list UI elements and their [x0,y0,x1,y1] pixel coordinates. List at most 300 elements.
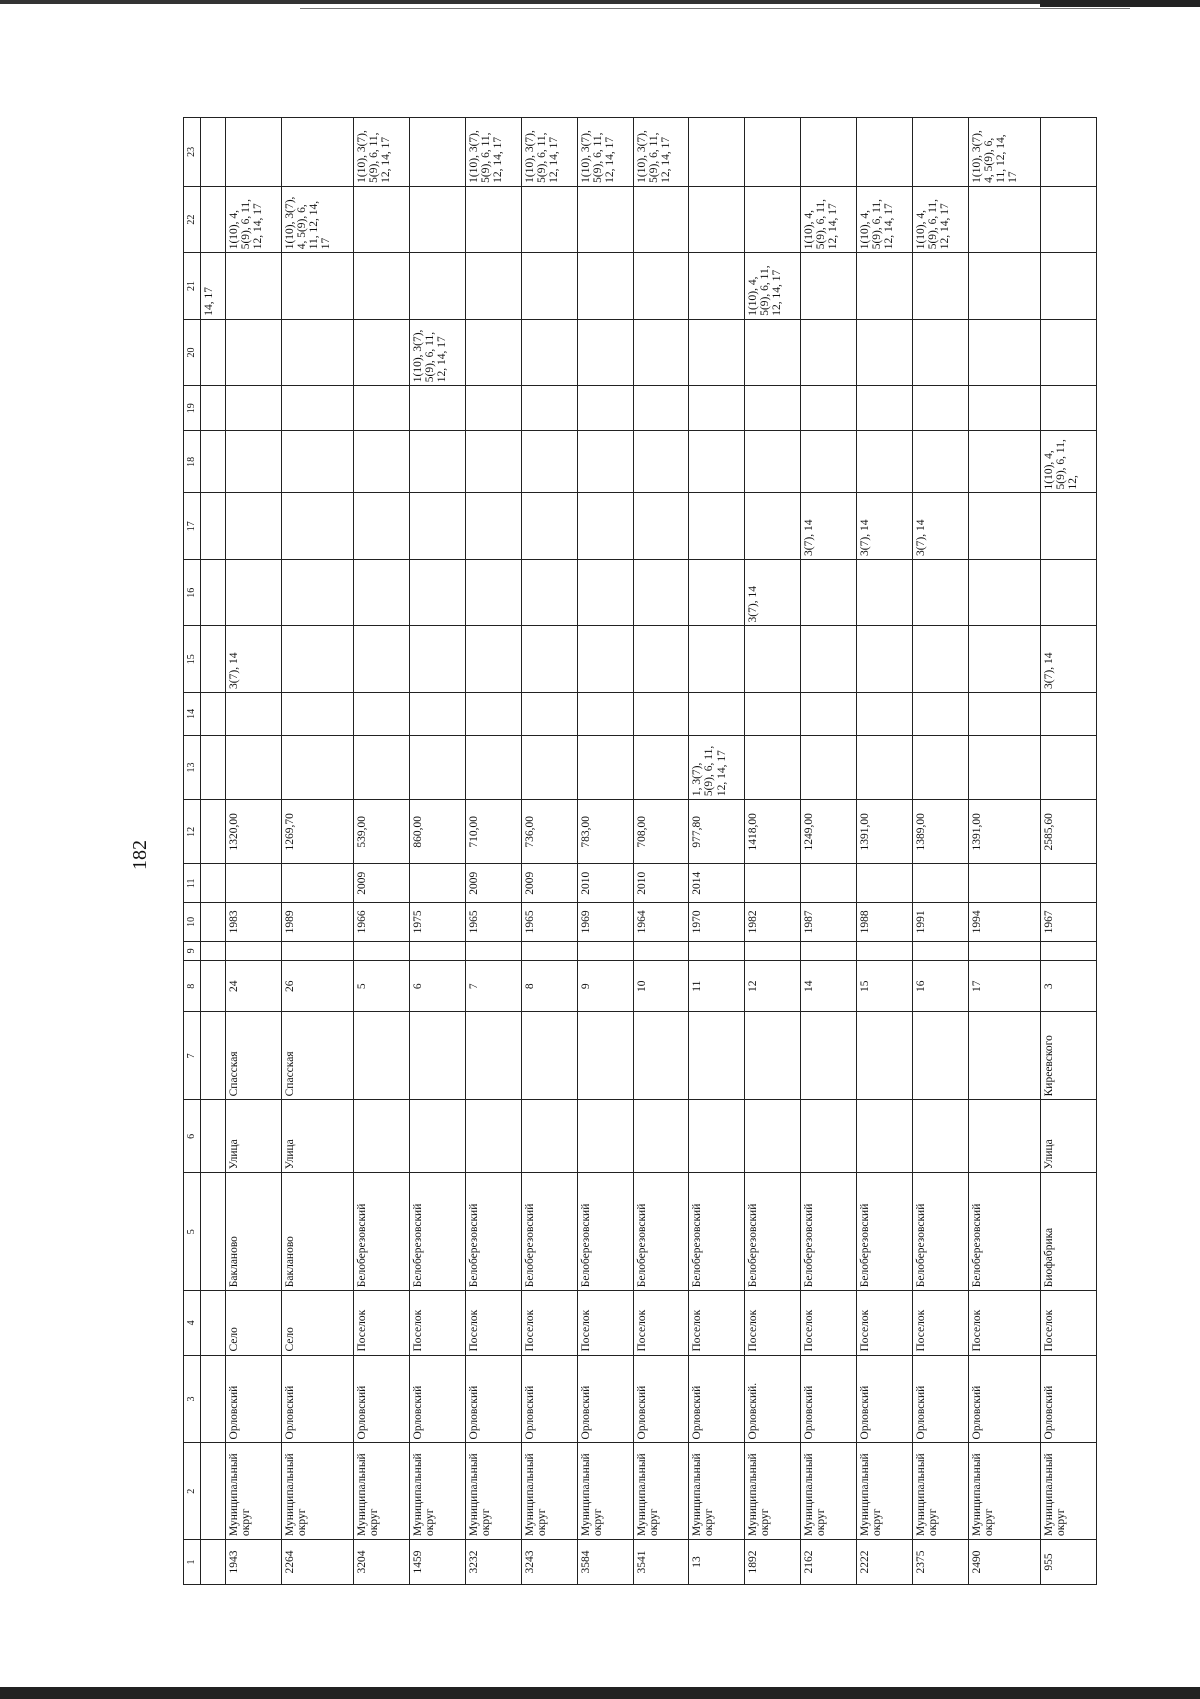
column-number-cell: 7 [184,1012,201,1100]
table-cell-col-12: 977,80 [689,800,745,864]
table-cell-col-9 [745,941,801,960]
table-cell-col-2: Муниципальный округ [410,1443,466,1540]
table-cell-col-9 [912,941,968,960]
table-cell-col-8: 3 [1041,960,1097,1011]
table-row [745,118,801,1585]
table-cell-col-6 [354,1100,410,1173]
table-cell-col-10: 1970 [689,903,745,942]
carry-over-cell [201,1012,226,1100]
table-cell-col-19 [801,386,857,431]
table-cell-col-10: 1975 [410,903,466,942]
table-cell-col-9 [689,941,745,960]
column-number-cell: 11 [184,864,201,903]
table-cell-col-6 [521,1100,577,1173]
column-number-cell: 23 [184,118,201,187]
table-cell-col-5: Белоберезовский [521,1173,577,1291]
table-cell-col-18 [410,431,466,493]
table-cell-col-20: 1(10), 3(7), 5(9), 6, 11, 12, 14, 17 [410,319,466,385]
table-cell-col-15 [912,626,968,692]
table-cell-col-23: 1(10), 3(7), 5(9), 6, 11, 12, 14, 17 [354,118,410,187]
table-cell-col-16 [1041,559,1097,625]
column-number-cell: 1 [184,1539,201,1584]
table-cell-col-23 [912,118,968,187]
column-number-cell: 21 [184,253,201,319]
table-cell-col-11: 2009 [521,864,577,903]
table-cell-col-3: Орловский [968,1355,1040,1443]
table-cell-col-9 [857,941,913,960]
table-cell-col-17 [354,493,410,559]
table-cell-col-8: 14 [801,960,857,1011]
table-cell-col-11: 2009 [465,864,521,903]
carry-over-cell [201,118,226,187]
table-cell-col-6 [410,1100,466,1173]
table-cell-col-9 [410,941,466,960]
table-cell-col-11: 2010 [577,864,633,903]
table-cell-col-11 [281,864,353,903]
table-cell-col-2: Муниципальный округ [226,1443,282,1540]
table-cell-col-22 [410,186,466,252]
table-cell-col-12: 539,00 [354,800,410,864]
table-cell-col-9 [633,941,689,960]
table-cell-col-21 [281,253,353,319]
table-cell-col-17: 3(7), 14 [857,493,913,559]
document-table-area [183,117,1097,1585]
table-cell-col-4: Поселок [1041,1291,1097,1355]
table-cell-col-21 [1041,253,1097,319]
table-cell-col-9 [968,941,1040,960]
table-cell-col-18 [226,431,282,493]
column-number-cell: 4 [184,1291,201,1355]
table-cell-col-21 [521,253,577,319]
table-row [226,118,282,1585]
table-cell-col-17: 3(7), 14 [801,493,857,559]
table-cell-col-20 [968,319,1040,385]
table-cell-col-10: 1988 [857,903,913,942]
table-row [857,118,913,1585]
table-cell-col-18 [281,431,353,493]
table-cell-col-17 [745,493,801,559]
table-cell-col-13 [521,735,577,799]
table-cell-col-15 [410,626,466,692]
table-cell-col-13 [968,735,1040,799]
table-cell-col-15 [689,626,745,692]
table-cell-col-17: 3(7), 14 [912,493,968,559]
table-cell-col-10: 1964 [633,903,689,942]
table-cell-col-18 [745,431,801,493]
table-cell-col-23 [857,118,913,187]
table-cell-col-16: 3(7), 14 [745,559,801,625]
table-cell-col-2: Муниципальный округ [577,1443,633,1540]
table-cell-col-11 [1041,864,1097,903]
table-cell-col-23: 1(10), 3(7), 5(9), 6, 11, 12, 14, 17 [521,118,577,187]
table-cell-col-6 [857,1100,913,1173]
table-cell-col-3: Орловский [281,1355,353,1443]
table-cell-col-20 [354,319,410,385]
table-cell-col-7 [689,1012,745,1100]
table-cell-col-9 [521,941,577,960]
carry-over-cell [201,1291,226,1355]
table-cell-col-19 [912,386,968,431]
table-cell-col-3: Орловский [912,1355,968,1443]
carry-over-cell [201,1539,226,1584]
table-cell-col-17 [281,493,353,559]
table-cell-col-1: 2162 [801,1539,857,1584]
table-cell-col-22 [968,186,1040,252]
table-cell-col-10: 1965 [521,903,577,942]
table-cell-col-14 [465,692,521,735]
table-cell-col-19 [281,386,353,431]
table-cell-col-19 [577,386,633,431]
table-cell-col-16 [633,559,689,625]
table-cell-col-4: Поселок [745,1291,801,1355]
table-cell-col-12: 1249,00 [801,800,857,864]
table-cell-col-2: Муниципальный округ [912,1443,968,1540]
carry-over-cell [201,864,226,903]
table-cell-col-7 [801,1012,857,1100]
table-cell-col-23: 1(10), 3(7), 4, 5(9), 6, 11, 12, 14, 17 [968,118,1040,187]
table-cell-col-14 [633,692,689,735]
table-cell-col-21 [857,253,913,319]
table-cell-col-5: Бакланово [226,1173,282,1291]
table-cell-col-20 [1041,319,1097,385]
table-cell-col-1: 2375 [912,1539,968,1584]
table-cell-col-17 [1041,493,1097,559]
table-cell-col-16 [226,559,282,625]
table-cell-col-5: Белоберезовский [354,1173,410,1291]
carry-over-row [201,118,226,1585]
table-cell-col-15 [633,626,689,692]
table-cell-col-16 [968,559,1040,625]
table-cell-col-17 [521,493,577,559]
table-cell-col-18 [912,431,968,493]
table-cell-col-22 [689,186,745,252]
table-cell-col-8: 15 [857,960,913,1011]
table-cell-col-16 [689,559,745,625]
table-cell-col-11 [912,864,968,903]
table-cell-col-12: 1418,00 [745,800,801,864]
table-cell-col-19 [968,386,1040,431]
carry-over-cell [201,186,226,252]
column-number-cell: 10 [184,903,201,942]
column-number-cell: 12 [184,800,201,864]
table-cell-col-10: 1991 [912,903,968,942]
table-cell-col-22 [465,186,521,252]
table-cell-col-7 [912,1012,968,1100]
table-cell-col-22: 1(10), 4, 5(9), 6, 11, 12, 14, 17 [912,186,968,252]
column-number-cell: 20 [184,319,201,385]
table-cell-col-16 [354,559,410,625]
table-cell-col-5: Белоберезовский [968,1173,1040,1291]
column-number-cell: 3 [184,1355,201,1443]
table-cell-col-14 [577,692,633,735]
table-cell-col-17 [968,493,1040,559]
table-cell-col-5: Белоберезовский [801,1173,857,1291]
table-cell-col-21 [689,253,745,319]
table-cell-col-4: Поселок [354,1291,410,1355]
table-cell-col-20 [857,319,913,385]
table-cell-col-4: Поселок [521,1291,577,1355]
table-cell-col-14 [354,692,410,735]
table-cell-col-2: Муниципальный округ [968,1443,1040,1540]
table-cell-col-10: 1967 [1041,903,1097,942]
table-cell-col-5: Белоберезовский [465,1173,521,1291]
table-row [968,118,1040,1585]
table-cell-col-3: Орловский [1041,1355,1097,1443]
table-cell-col-7: Спасская [281,1012,353,1100]
table-cell-col-4: Поселок [633,1291,689,1355]
table-row [521,118,577,1585]
table-row [1041,118,1097,1585]
table-cell-col-7 [633,1012,689,1100]
table-row [410,118,466,1585]
table-cell-col-13 [633,735,689,799]
carry-over-cell [201,903,226,942]
table-cell-col-14 [410,692,466,735]
table-cell-col-17 [410,493,466,559]
table-cell-col-11: 2014 [689,864,745,903]
column-number-cell: 2 [184,1443,201,1540]
table-cell-col-12: 1320,00 [226,800,282,864]
table-cell-col-20 [633,319,689,385]
table-cell-col-8: 11 [689,960,745,1011]
carry-over-cell [201,493,226,559]
table-cell-col-8: 17 [968,960,1040,1011]
table-cell-col-6 [465,1100,521,1173]
table-cell-col-15: 3(7), 14 [1041,626,1097,692]
table-cell-col-20 [912,319,968,385]
table-cell-col-1: 2490 [968,1539,1040,1584]
table-cell-col-14 [521,692,577,735]
table-cell-col-4: Село [281,1291,353,1355]
page-number: 182 [129,840,151,870]
table-cell-col-7 [354,1012,410,1100]
table-cell-col-10: 1987 [801,903,857,942]
table-cell-col-9 [226,941,282,960]
table-cell-col-6: Улица [1041,1100,1097,1173]
table-cell-col-4: Поселок [912,1291,968,1355]
table-cell-col-3: Орловский [354,1355,410,1443]
table-cell-col-19 [745,386,801,431]
carry-over-cell [201,1173,226,1291]
table-cell-col-20 [577,319,633,385]
table-cell-col-17 [633,493,689,559]
table-cell-col-10: 1969 [577,903,633,942]
table-row [633,118,689,1585]
table-cell-col-8: 9 [577,960,633,1011]
table-cell-col-1: 1943 [226,1539,282,1584]
table-cell-col-12: 860,00 [410,800,466,864]
table-cell-col-23 [410,118,466,187]
table-cell-col-2: Муниципальный округ [281,1443,353,1540]
table-cell-col-15 [857,626,913,692]
carry-over-cell [201,626,226,692]
carry-over-cell [201,1355,226,1443]
table-cell-col-15 [281,626,353,692]
table-cell-col-9 [465,941,521,960]
table-cell-col-2: Муниципальный округ [801,1443,857,1540]
table-cell-col-6 [689,1100,745,1173]
scan-edge-bottom [0,1687,1200,1699]
table-cell-col-14 [801,692,857,735]
table-cell-col-1: 2222 [857,1539,913,1584]
table-cell-col-9 [801,941,857,960]
table-cell-col-10: 1994 [968,903,1040,942]
table-cell-col-18 [521,431,577,493]
table-cell-col-12: 1389,00 [912,800,968,864]
table-cell-col-17 [226,493,282,559]
table-cell-col-10: 1965 [465,903,521,942]
table-cell-col-3: Орловский [689,1355,745,1443]
table-cell-col-16 [577,559,633,625]
table-cell-col-13 [912,735,968,799]
table-cell-col-18 [577,431,633,493]
table-cell-col-7 [465,1012,521,1100]
table-cell-col-21 [226,253,282,319]
table-cell-col-2: Муниципальный округ [354,1443,410,1540]
table-cell-col-11 [801,864,857,903]
table-cell-col-22: 1(10), 4, 5(9), 6, 11, 12, 14, 17 [801,186,857,252]
table-cell-col-3: Орловский [857,1355,913,1443]
table-cell-col-23 [801,118,857,187]
table-row [281,118,353,1585]
table-cell-col-7 [857,1012,913,1100]
table-cell-col-21 [633,253,689,319]
carry-over-cell [201,735,226,799]
table-cell-col-12: 1391,00 [968,800,1040,864]
table-cell-col-7 [745,1012,801,1100]
table-cell-col-6 [801,1100,857,1173]
table-cell-col-20 [745,319,801,385]
table-cell-col-22 [354,186,410,252]
carry-over-cell [201,1443,226,1540]
table-cell-col-7 [410,1012,466,1100]
table-cell-col-9 [281,941,353,960]
table-cell-col-8: 26 [281,960,353,1011]
table-cell-col-14 [912,692,968,735]
table-cell-col-17 [689,493,745,559]
table-cell-col-6 [912,1100,968,1173]
table-cell-col-23: 1(10), 3(7), 5(9), 6, 11, 12, 14, 17 [633,118,689,187]
table-cell-col-8: 8 [521,960,577,1011]
table-cell-col-16 [281,559,353,625]
table-cell-col-5: Белоберезовский [745,1173,801,1291]
column-number-cell: 5 [184,1173,201,1291]
table-cell-col-12: 708,00 [633,800,689,864]
table-cell-col-8: 6 [410,960,466,1011]
table-cell-col-19 [689,386,745,431]
table-cell-col-13 [1041,735,1097,799]
table-cell-col-21 [912,253,968,319]
table-cell-col-4: Поселок [857,1291,913,1355]
rotated-table [183,117,1097,1585]
table-cell-col-20 [281,319,353,385]
table-cell-col-15 [968,626,1040,692]
table-cell-col-16 [857,559,913,625]
table-cell-col-1: 13 [689,1539,745,1584]
table-cell-col-7: Киреевского [1041,1012,1097,1100]
table-cell-col-14 [857,692,913,735]
table-cell-col-10: 1982 [745,903,801,942]
table-cell-col-18 [633,431,689,493]
table-cell-col-6 [968,1100,1040,1173]
table-cell-col-12: 736,00 [521,800,577,864]
table-cell-col-11 [226,864,282,903]
table-cell-col-16 [912,559,968,625]
table-cell-col-5: Биофабрика [1041,1173,1097,1291]
carry-over-cell [201,386,226,431]
table-cell-col-22: 1(10), 4, 5(9), 6, 11, 12, 14, 17 [226,186,282,252]
table-cell-col-6: Улица [226,1100,282,1173]
table-cell-col-5: Белоберезовский [912,1173,968,1291]
table-cell-col-18 [354,431,410,493]
carry-over-cell [201,431,226,493]
table-cell-col-15 [745,626,801,692]
table-cell-col-4: Поселок [689,1291,745,1355]
table-cell-col-14 [1041,692,1097,735]
table-cell-col-13: 1, 3(7), 5(9), 6, 11, 12, 14, 17 [689,735,745,799]
table-cell-col-20 [689,319,745,385]
table-cell-col-4: Поселок [577,1291,633,1355]
carry-over-cell [201,800,226,864]
table-cell-col-15 [465,626,521,692]
table-cell-col-12: 1391,00 [857,800,913,864]
table-cell-col-6 [577,1100,633,1173]
table-cell-col-10: 1966 [354,903,410,942]
table-cell-col-15 [521,626,577,692]
table-cell-col-2: Муниципальный округ [465,1443,521,1540]
scan-edge-top-dark [1040,0,1200,7]
column-number-cell: 9 [184,941,201,960]
table-cell-col-18: 1(10), 4, 5(9), 6, 11, 12, [1041,431,1097,493]
scan-edge-top-thin [300,8,1130,9]
table-cell-col-23 [745,118,801,187]
table-cell-col-13 [226,735,282,799]
table-cell-col-12: 2585,60 [1041,800,1097,864]
table-cell-col-2: Муниципальный округ [745,1443,801,1540]
table-cell-col-13 [801,735,857,799]
table-cell-col-4: Поселок [801,1291,857,1355]
table-cell-col-20 [521,319,577,385]
table-cell-col-4: Село [226,1291,282,1355]
table-row [689,118,745,1585]
table-cell-col-16 [465,559,521,625]
table-cell-col-21 [968,253,1040,319]
table-cell-col-5: Белоберезовский [633,1173,689,1291]
carry-over-cell [201,941,226,960]
table-cell-col-20 [801,319,857,385]
table-cell-col-18 [689,431,745,493]
data-table [183,117,1097,1585]
column-number-cell: 17 [184,493,201,559]
table-cell-col-15 [354,626,410,692]
table-cell-col-23 [1041,118,1097,187]
table-cell-col-2: Муниципальный округ [857,1443,913,1540]
table-cell-col-14 [745,692,801,735]
table-cell-col-8: 16 [912,960,968,1011]
scan-edge-top [0,0,1200,4]
table-cell-col-1: 3232 [465,1539,521,1584]
table-cell-col-13 [577,735,633,799]
column-number-cell: 19 [184,386,201,431]
column-number-cell: 14 [184,692,201,735]
table-cell-col-20 [465,319,521,385]
table-cell-col-14 [689,692,745,735]
table-cell-col-7 [968,1012,1040,1100]
table-cell-col-23: 1(10), 3(7), 5(9), 6, 11, 12, 14, 17 [465,118,521,187]
table-cell-col-13 [745,735,801,799]
table-cell-col-19 [465,386,521,431]
table-cell-col-2: Муниципальный округ [521,1443,577,1540]
